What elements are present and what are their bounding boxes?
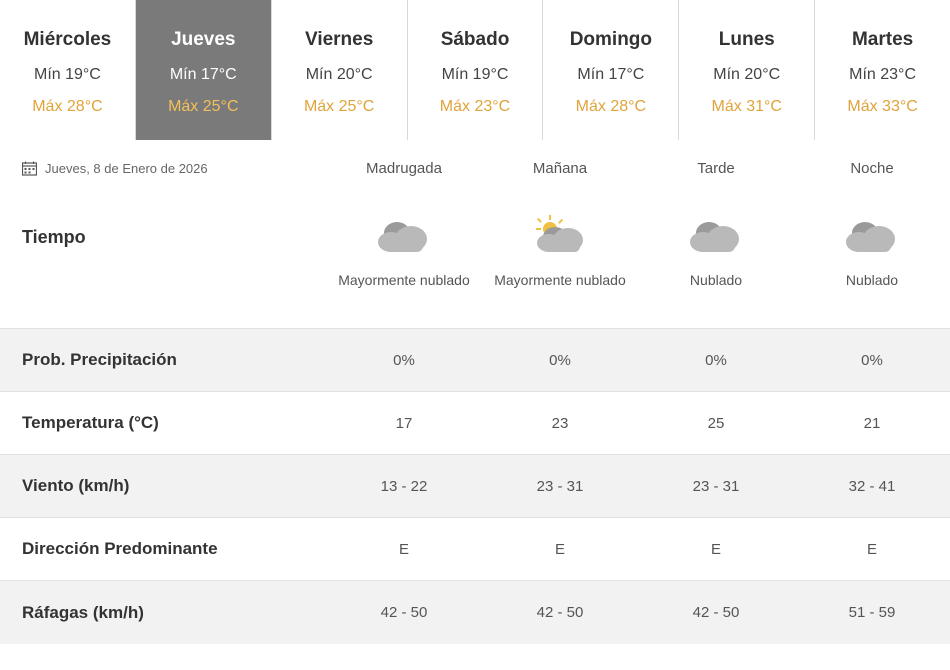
row-label-prob-precipitacion: Prob. Precipitación (22, 350, 177, 369)
rafagas-tarde: 42 - 50 (692, 604, 740, 621)
row-tiempo (0, 197, 950, 329)
day-name: Jueves (171, 28, 236, 50)
selected-date-cell (0, 161, 326, 176)
period-header-noche: Noche (850, 160, 894, 177)
row-viento (0, 455, 950, 518)
day-tab-0[interactable] (0, 0, 136, 140)
day-max-temp: Máx 28°C (575, 97, 647, 115)
day-name: Viernes (304, 28, 374, 50)
selected-date-line (22, 161, 326, 176)
tiempo-manana (482, 197, 638, 290)
day-max-temp: Máx 28°C (32, 97, 103, 115)
tiempo-tarde (638, 197, 794, 290)
precipitacion-noche: 0% (861, 351, 883, 369)
day-tab-3[interactable] (408, 0, 544, 140)
row-prob-precipitacion (0, 329, 950, 392)
day-min-temp: Mín 20°C (713, 65, 781, 83)
direccion-manana: E (554, 540, 565, 558)
cloudy-icon (679, 209, 753, 261)
row-direccion-predominante (0, 518, 950, 581)
viento-noche: 32 - 41 (848, 477, 896, 495)
direccion-madrugada: E (398, 540, 409, 558)
day-max-temp: Máx 23°C (439, 97, 511, 115)
temperatura-manana: 23 (551, 414, 569, 432)
row-label-rafagas: Ráfagas (km/h) (22, 602, 144, 622)
precipitacion-tarde: 0% (705, 351, 727, 369)
tiempo-noche (794, 197, 950, 290)
day-name: Domingo (569, 28, 653, 50)
period-header-tarde: Tarde (697, 160, 735, 177)
day-tab-5[interactable] (679, 0, 815, 140)
direccion-tarde: E (710, 540, 721, 558)
detail-header-row (0, 140, 950, 197)
viento-madrugada: 13 - 22 (380, 477, 428, 495)
forecast-detail-table (0, 140, 950, 644)
day-name: Miércoles (23, 28, 112, 50)
tiempo-madrugada (326, 197, 482, 290)
day-tab-2[interactable] (272, 0, 408, 140)
day-name: Martes (851, 28, 914, 50)
direccion-noche: E (866, 540, 877, 558)
viento-tarde: 23 - 31 (692, 477, 740, 495)
row-label-viento: Viento (km/h) (22, 476, 130, 495)
day-tab-1[interactable] (136, 0, 272, 140)
day-min-temp: Mín 23°C (849, 65, 917, 83)
row-label-direccion-predominante: Dirección Predominante (22, 539, 218, 558)
calendar-icon (22, 161, 37, 176)
rafagas-noche: 51 - 59 (848, 604, 896, 621)
forecast-day-strip (0, 0, 950, 140)
day-name: Sábado (440, 28, 510, 50)
day-tab-4[interactable] (543, 0, 679, 140)
day-min-temp: Mín 17°C (577, 65, 645, 83)
period-header-manana: Mañana (532, 160, 588, 177)
rafagas-madrugada: 42 - 50 (380, 604, 428, 621)
temperatura-tarde: 25 (707, 414, 725, 432)
cloudy-icon (367, 209, 441, 261)
day-max-temp: Máx 31°C (711, 97, 782, 115)
day-name: Lunes (718, 28, 775, 50)
precipitacion-madrugada: 0% (393, 351, 415, 369)
day-max-temp: Máx 25°C (168, 97, 239, 115)
tiempo-desc: Nublado (845, 272, 899, 288)
tiempo-desc: Mayormente nublado (338, 272, 470, 288)
cloudy-icon (835, 209, 909, 261)
day-min-temp: Mín 19°C (441, 65, 509, 83)
day-min-temp: Mín 20°C (305, 65, 373, 83)
temperatura-noche: 21 (863, 414, 881, 432)
selected-date-text: Jueves, 8 de Enero de 2026 (45, 161, 208, 176)
temperatura-madrugada: 17 (395, 414, 413, 432)
partly-sunny-cloud-icon (523, 209, 597, 261)
tiempo-desc: Nublado (689, 272, 743, 288)
day-tab-6[interactable] (815, 0, 950, 140)
tiempo-desc: Mayormente nublado (494, 272, 626, 288)
rafagas-manana: 42 - 50 (536, 604, 584, 621)
row-label-tiempo: Tiempo (22, 227, 86, 247)
day-min-temp: Mín 19°C (33, 65, 101, 83)
day-min-temp: Mín 17°C (169, 65, 237, 83)
day-max-temp: Máx 33°C (847, 97, 918, 115)
row-label-temperatura: Temperatura (°C) (22, 413, 159, 432)
precipitacion-manana: 0% (549, 351, 571, 369)
day-max-temp: Máx 25°C (303, 97, 375, 115)
period-header-madrugada: Madrugada (366, 160, 442, 177)
viento-manana: 23 - 31 (536, 477, 584, 495)
row-temperatura (0, 392, 950, 455)
row-rafagas (0, 581, 950, 644)
